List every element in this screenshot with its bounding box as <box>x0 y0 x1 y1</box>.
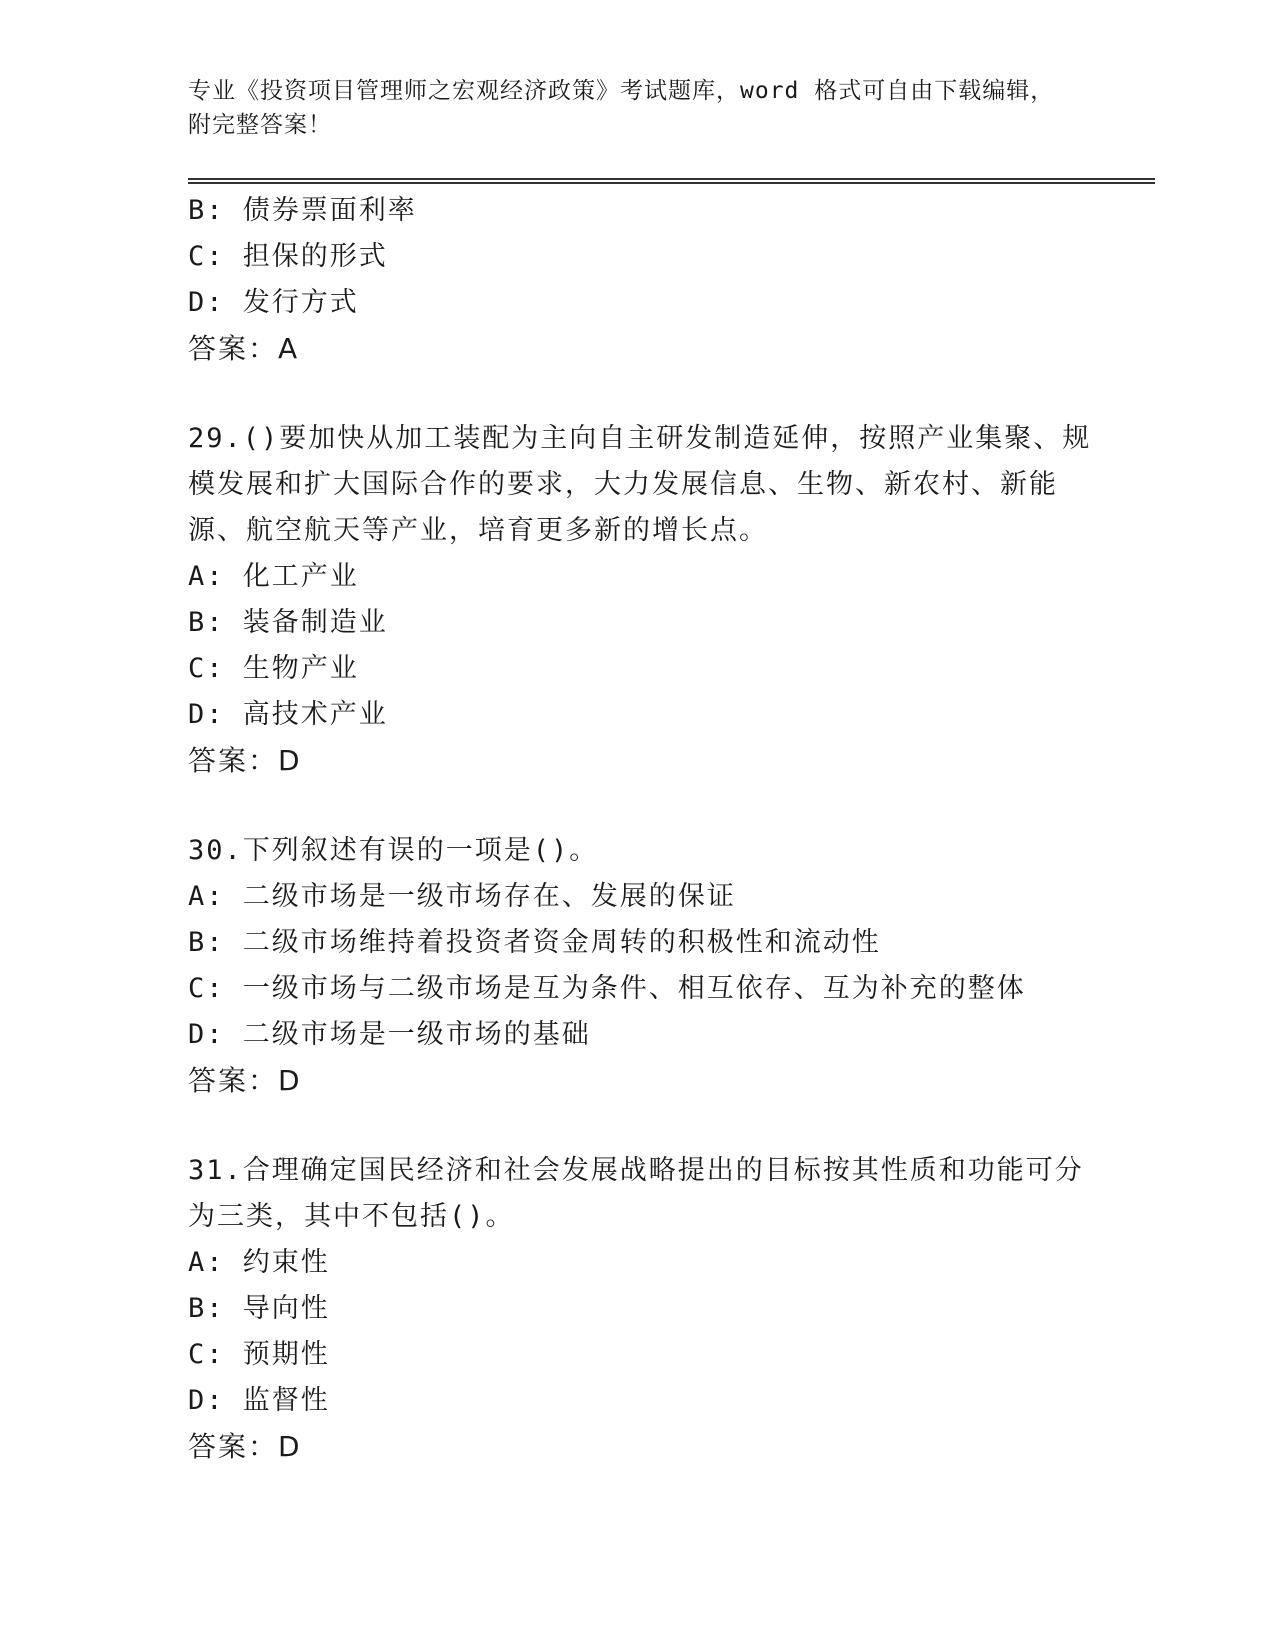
question-stem: 30.下列叙述有误的一项是()。 <box>188 835 599 866</box>
spacer <box>188 1104 1088 1148</box>
question-30 <box>188 828 1088 1104</box>
question-stem: 31.合理确定国民经济和社会发展战略提出的目标按其性质和功能可分 <box>188 1155 1084 1186</box>
option-b: B: 装备制造业 <box>188 607 388 638</box>
option-d: D: 监督性 <box>188 1385 330 1416</box>
answer-line: 答案：D <box>188 744 302 777</box>
option-b: B: 导向性 <box>188 1293 330 1324</box>
option-c: C: 生物产业 <box>188 653 359 684</box>
answer-line: 答案：A <box>188 332 300 365</box>
option-c: C: 一级市场与二级市场是互为条件、相互依存、互为补充的整体 <box>188 973 1026 1004</box>
spacer <box>188 372 1088 416</box>
header-divider <box>188 178 1155 184</box>
document-header <box>188 74 1088 142</box>
option-b: B: 二级市场维持着投资者资金周转的积极性和流动性 <box>188 927 881 958</box>
question-fragment-28 <box>188 188 1088 372</box>
question-29 <box>188 416 1092 784</box>
question-stem: 源、航空航天等产业，培育更多新的增长点。 <box>188 515 768 546</box>
option-c: C: 担保的形式 <box>188 241 388 272</box>
header-line-1: 专业《投资项目管理师之宏观经济政策》考试题库，word 格式可自由下载编辑， <box>188 78 1055 104</box>
question-stem: 为三类，其中不包括()。 <box>188 1201 515 1232</box>
spacer <box>188 784 1088 828</box>
question-stem: 模发展和扩大国际合作的要求，大力发展信息、生物、新农村、新能 <box>188 469 1058 500</box>
question-31 <box>188 1148 1088 1470</box>
answer-line: 答案：D <box>188 1064 302 1097</box>
option-c: C: 预期性 <box>188 1339 330 1370</box>
option-a: A: 二级市场是一级市场存在、发展的保证 <box>188 881 736 912</box>
option-a: A: 约束性 <box>188 1247 330 1278</box>
option-d: D: 二级市场是一级市场的基础 <box>188 1019 591 1050</box>
option-d: D: 发行方式 <box>188 287 359 318</box>
header-line-2: 附完整答案！ <box>188 112 332 138</box>
option-d: D: 高技术产业 <box>188 699 388 730</box>
answer-line: 答案：D <box>188 1430 302 1463</box>
question-content <box>188 188 1092 1470</box>
option-a: A: 化工产业 <box>188 561 359 592</box>
option-b: B: 债券票面利率 <box>188 195 417 226</box>
question-stem: 29.()要加快从加工装配为主向自主研发制造延伸，按照产业集聚、规 <box>188 423 1092 454</box>
